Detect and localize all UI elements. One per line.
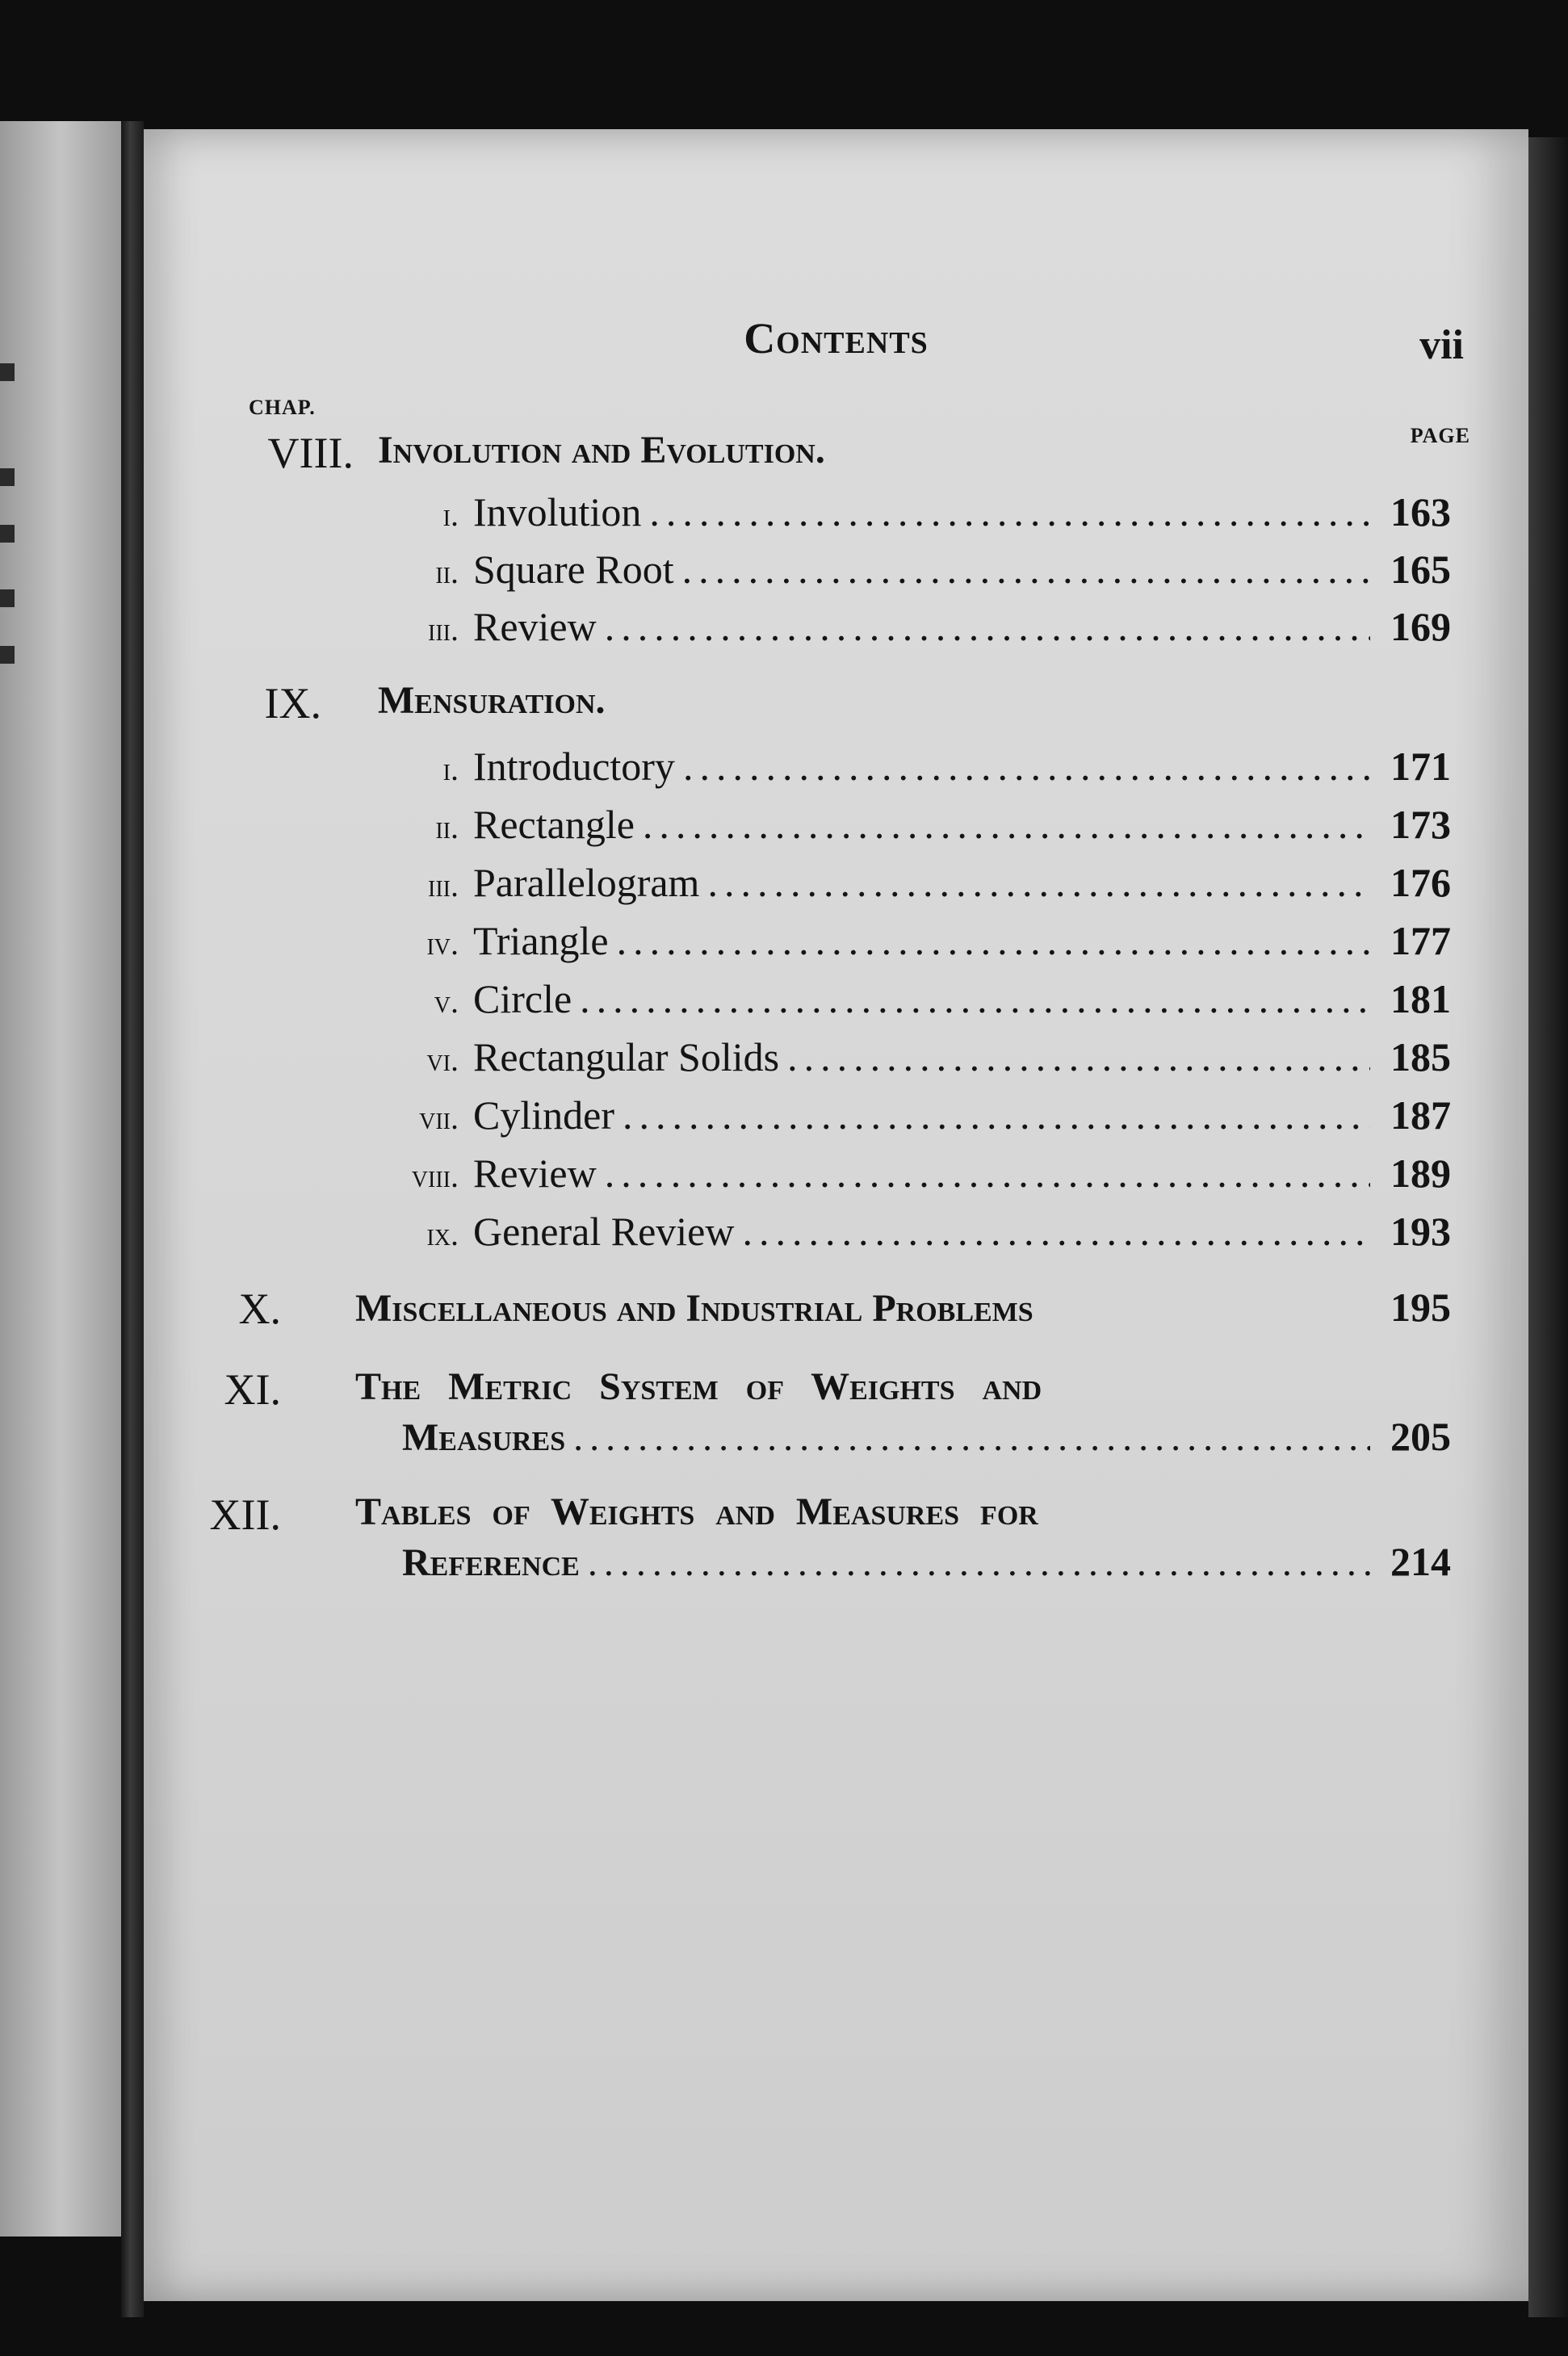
section-title: Rectangular Solids [473,1034,780,1079]
page-number: 165 [1390,547,1451,592]
page-number: 176 [1390,860,1451,905]
toc-entry [144,1092,1451,1145]
page-number: 214 [1390,1539,1451,1584]
chapter-number: XII. [209,1490,281,1539]
toc-entry [144,859,1451,912]
page-number: 185 [1390,1034,1451,1079]
facing-page-mark [0,468,15,486]
dot-leader [683,743,1370,790]
chapter-title: Involution and Evolution. [378,429,825,472]
dot-leader [742,1208,1370,1255]
chapter-number: IX. [264,679,321,727]
chap-column-label: CHAP. [249,396,316,419]
section-number: ii. [435,554,459,590]
section-title: Involution [473,489,642,535]
chapter-title-line [402,1538,1451,1585]
chapter-title-line [402,1413,1451,1460]
chapter-title-line [355,1284,1451,1331]
section-number: iii. [428,611,459,648]
toc-entry [144,1150,1451,1203]
chapter-title: The Metric System of Weights and [355,1365,1042,1408]
chapter-title: Mensuration. [378,679,606,722]
dot-leader [588,1541,1370,1585]
facing-page-mark [0,525,15,543]
toc-entry [144,743,1451,796]
chapter-title-line [355,1365,1367,1409]
section-title: Review [473,1151,597,1196]
dot-leader [682,546,1370,593]
toc-entry [144,1033,1451,1087]
dot-leader [573,1415,1370,1460]
page-folio: vii [1419,322,1464,368]
section-number: iii. [428,867,459,903]
chapter-number: X. [238,1285,281,1333]
section-title: Triangle [473,918,609,963]
section-title: Review [473,604,597,649]
page-number: 171 [1390,744,1451,789]
book-gutter [121,121,144,2317]
section-number: i. [442,751,459,787]
section-number: ii. [435,809,459,845]
section-title: Parallelogram [473,860,700,905]
section-title: General Review [473,1209,735,1254]
section-title: Cylinder [473,1092,614,1138]
dot-leader [623,1092,1370,1138]
section-number: viii. [411,1158,459,1194]
page-number: 193 [1390,1209,1451,1254]
section-number: vi. [426,1042,459,1078]
section-title: Square Root [473,547,674,592]
section-title: Introductory [473,744,675,789]
page-number: 189 [1390,1151,1451,1196]
chapter-number: XI. [224,1365,281,1414]
running-head: Contents [744,314,929,363]
chapter-title-line [355,1490,1367,1534]
section-title: Circle [473,976,572,1021]
page-column-label: PAGE [1410,424,1470,447]
chapter-number: VIII. [267,429,354,477]
facing-page-mark [0,363,15,381]
chapter-title: Measures [402,1416,566,1459]
page-number: 173 [1390,802,1451,847]
toc-entry [144,975,1451,1029]
section-number: iv. [426,925,459,962]
contents-page [144,129,1528,2301]
chapter-title: Reference [402,1541,580,1584]
chapter-title: Miscellaneous and Industrial Problems [355,1287,1033,1330]
dot-leader [617,917,1370,964]
section-number: ix. [426,1216,459,1252]
facing-page-mark [0,589,15,607]
page-number: 181 [1390,976,1451,1021]
section-number: vii. [419,1100,459,1136]
page-right-edge [1528,137,1568,2317]
page-number: 169 [1390,604,1451,649]
page-number: 205 [1390,1414,1451,1459]
toc-entry [144,801,1451,854]
toc-entry [144,603,1451,656]
toc-entry [144,1208,1451,1261]
page-number: 163 [1390,489,1451,535]
dot-leader [649,488,1370,535]
toc-entry [144,546,1451,599]
section-number: i. [442,497,459,533]
section-title: Rectangle [473,802,635,847]
facing-page-edge [0,121,121,2237]
page-number: 177 [1390,918,1451,963]
page-number: 195 [1390,1285,1451,1330]
toc-entry [144,917,1451,970]
chapter-title: Tables of Weights and Measures for [355,1490,1038,1533]
page-number: 187 [1390,1092,1451,1138]
dot-leader [643,801,1370,848]
facing-page-mark [0,646,15,664]
dot-leader [787,1033,1370,1080]
toc-entry [144,488,1451,542]
dot-leader [707,859,1370,906]
dot-leader [580,975,1370,1022]
dot-leader [605,1150,1370,1197]
section-number: v. [434,983,459,1020]
dot-leader [605,603,1370,650]
